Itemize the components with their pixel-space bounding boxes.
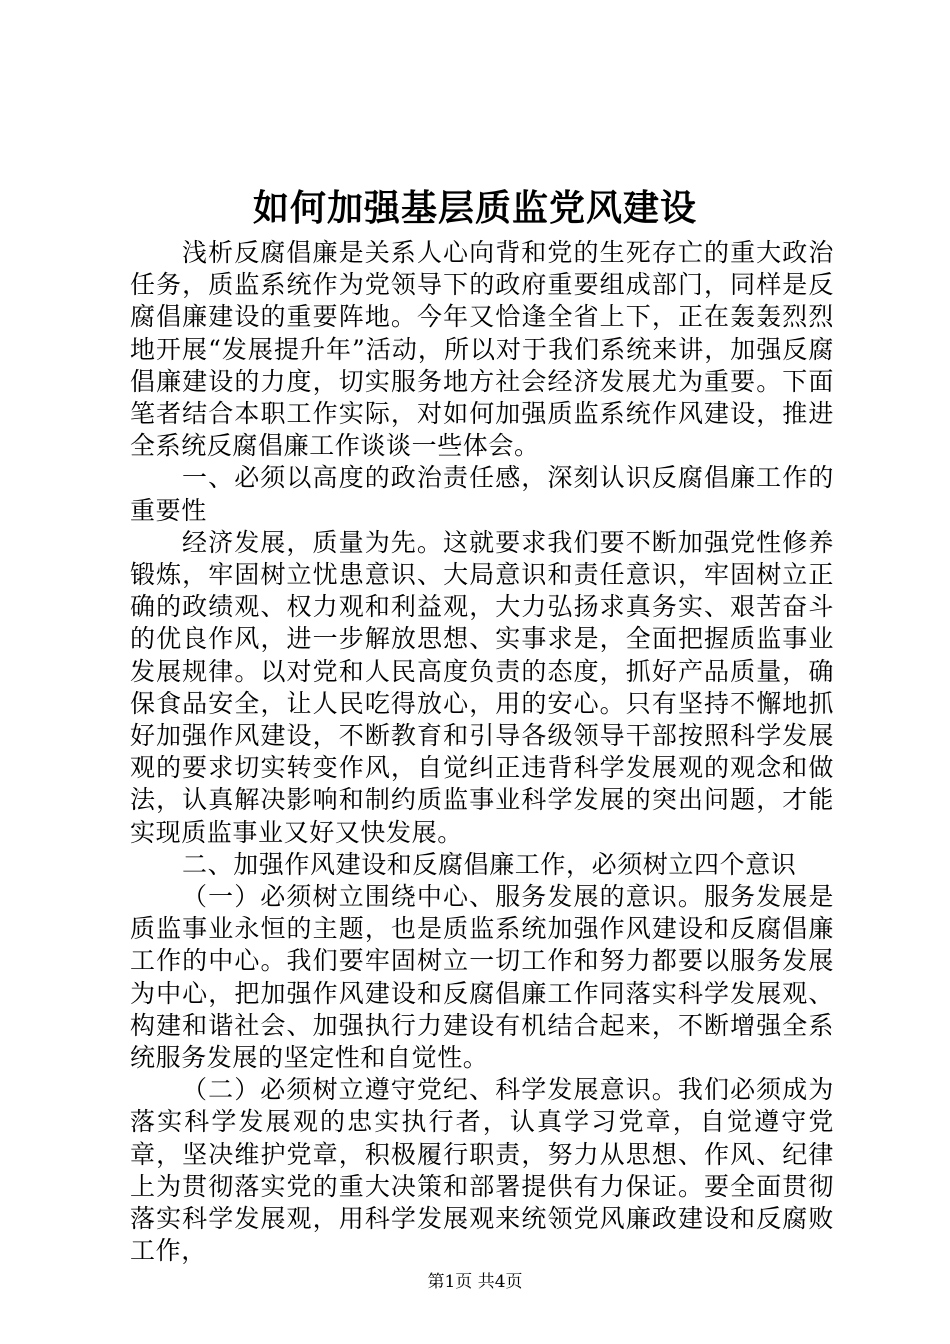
- page-footer: 第1页 共4页: [427, 1272, 523, 1292]
- document-title: 如何加强基层质监党风建设: [252, 187, 697, 229]
- paragraph-intro: 浅析反腐倡廉是关系人心向背和党的生死存亡的重大政治任务，质监系统作为党领导下的政府重要组成部门，同样是反腐倡廉建设的重要阵地。今年又恰逢全省上下，正在轰轰烈烈地开展“发展提升年”活动，所以对于我们系统来讲，加强反腐倡廉建设的力度，切实服务地方社会经济发展尤为重要。下面笔者结合本职工作实际，对如何加强质监系统作风建设，推进全系统反腐倡廉工作谈谈一些体会。: [130, 238, 834, 461]
- paragraph-item-1: （一）必须树立围绕中心、服务发展的意识。服务发展是质监事业永恒的主题，也是质监系统加强作风建设和反腐倡廉工作的中心。我们要牢固树立一切工作和努力都要以服务发展为中心，把加强作风建设和反腐倡廉工作同落实科学发展观、构建和谐社会、加强执行力建设有机结合起来，不断增强全系统服务发展的坚定性和自觉性。: [130, 882, 834, 1073]
- document-body: [130, 237, 834, 1268]
- paragraph-item-2: （二）必须树立遵守党纪、科学发展意识。我们必须成为落实科学发展观的忠实执行者，认真学习党章，自觉遵守党章，坚决维护党章，积极履行职责，努力从思想、作风、纪律上为贯彻落实党的重大决策和部署提供有力保证。要全面贯彻落实科学发展观，用科学发展观来统领党风廉政建设和反腐败工作，: [130, 1075, 834, 1266]
- paragraph-section-1: 经济发展，质量为先。这就要求我们要不断加强党性修养锻炼，牢固树立忧患意识、大局意识和责任意识，牢固树立正确的政绩观、权力观和利益观，大力弘扬求真务实、艰苦奋斗的优良作风，进一步解放思想、实事求是，全面把握质监事业发展规律。以对党和人民高度负责的态度，抓好产品质量，确保食品安全，让人民吃得放心，用的安心。只有坚持不懈地抓好加强作风建设，不断教育和引导各级领导干部按照科学发展观的要求切实转变作风，自觉纠正违背科学发展观的观念和做法，认真解决影响和制约质监事业科学发展的突出问题，才能实现质监事业又好又快发展。: [130, 527, 834, 847]
- section-heading-1: 一、必须以高度的政治责任感，深刻认识反腐倡廉工作的重要性: [130, 463, 834, 525]
- section-heading-2: 二、加强作风建设和反腐倡廉工作，必须树立四个意识: [182, 849, 797, 879]
